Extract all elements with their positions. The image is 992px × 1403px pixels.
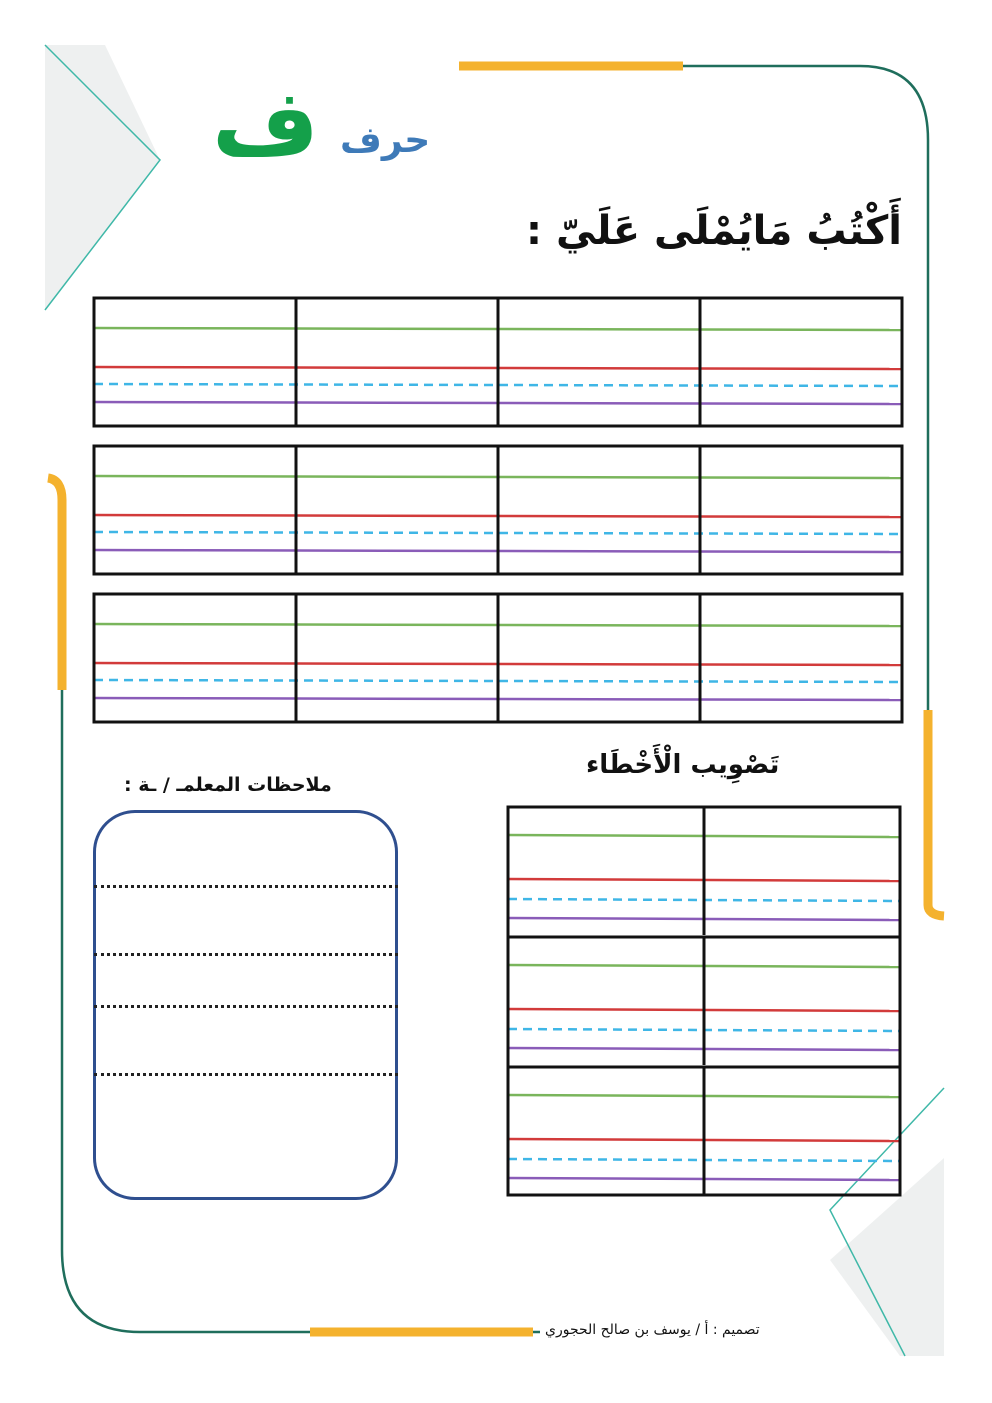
writing-row bbox=[94, 446, 902, 574]
notes-line bbox=[94, 885, 398, 888]
designer-credit: تصميم : أ / يوسف بن صالح الحجوري bbox=[545, 1322, 760, 1338]
notes-line bbox=[94, 1073, 398, 1076]
notes-line bbox=[94, 953, 398, 956]
writing-row bbox=[94, 298, 902, 426]
corrections-title: تَصْوِيب الْأَخْطَاء bbox=[586, 750, 780, 780]
featured-letter: ف bbox=[212, 70, 319, 177]
corrections-grid bbox=[506, 805, 902, 1197]
writing-row bbox=[508, 1067, 900, 1195]
writing-row bbox=[94, 594, 902, 722]
writing-row bbox=[508, 807, 900, 935]
accent-bar-left bbox=[48, 478, 62, 690]
dictation-grid bbox=[92, 296, 904, 730]
writing-row bbox=[508, 937, 900, 1065]
accent-bar-right bbox=[928, 710, 944, 916]
harf-label: حرف bbox=[340, 120, 431, 161]
dictation-instruction: أَكْتُبُ مَايُمْلَى عَلَيّ : bbox=[526, 208, 902, 254]
corner-shape-top-left bbox=[45, 45, 160, 310]
notes-line bbox=[94, 1005, 398, 1008]
notes-title: ملاحظات المعلمـ / ـة : bbox=[124, 774, 332, 796]
